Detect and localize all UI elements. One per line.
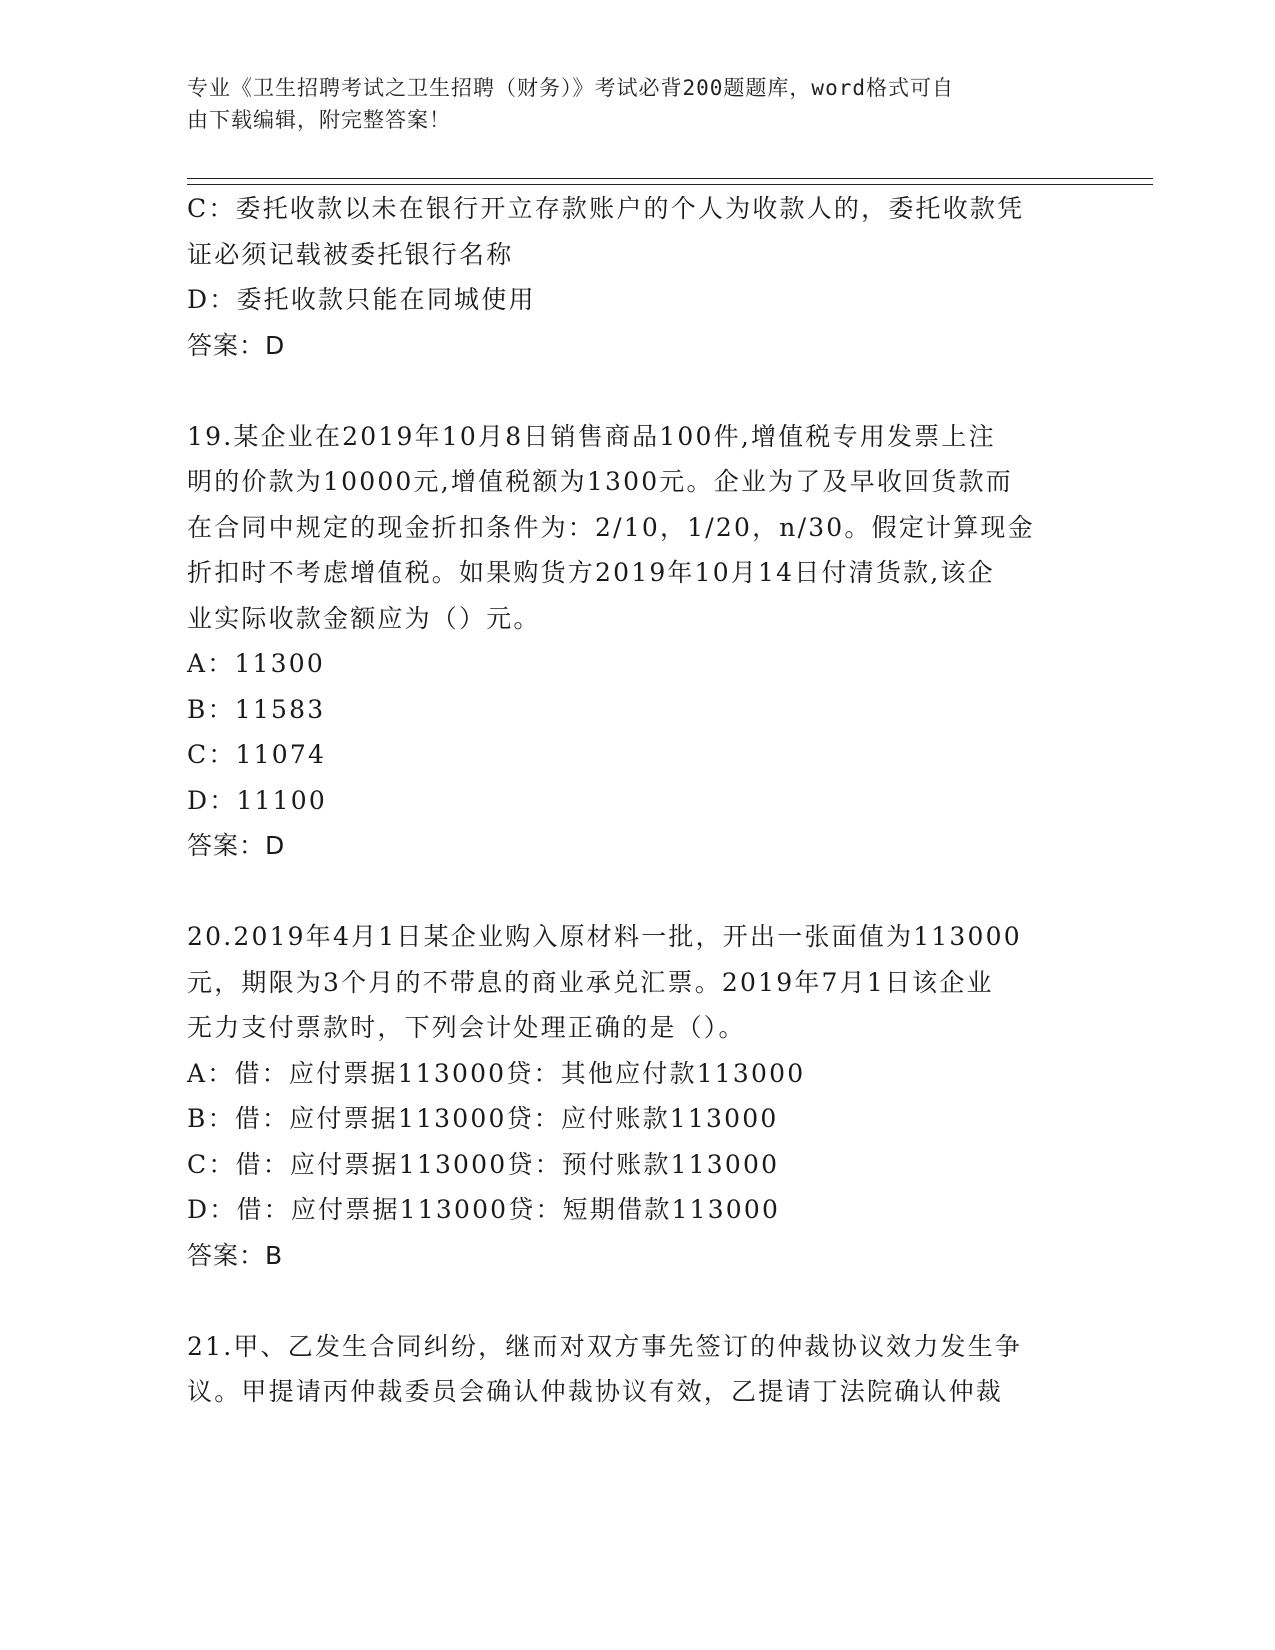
header-line-1: 专业《卫生招聘考试之卫生招聘（财务）》考试必背200题题库，word格式可自 — [187, 76, 954, 100]
q19-stem-line-4: 折扣时不考虑增值税。如果购货方2019年10月14日付清货款,该企 — [187, 558, 995, 587]
q19-stem-line-5: 业实际收款金额应为（）元。 — [187, 603, 541, 633]
document-header — [187, 72, 1087, 136]
q19-option-b: B：11583 — [187, 694, 326, 724]
q18-answer: 答案：D — [187, 330, 286, 360]
header-divider — [187, 178, 1153, 185]
q18-option-c-line-2: 证必须记载被委托银行名称 — [187, 239, 514, 269]
q20-option-c: C：借：应付票据113000贷：预付账款113000 — [187, 1149, 780, 1179]
q19-stem-line-3: 在合同中规定的现金折扣条件为：2/10，1/20，n/30。假定计算现金 — [187, 512, 1035, 542]
q21-stem-line-1: 21.甲、乙发生合同纠纷，继而对双方事先签订的仲裁协议效力发生争 — [187, 1331, 1023, 1361]
q21-stem-line-2: 议。甲提请丙仲裁委员会确认仲裁协议有效，乙提请丁法院确认仲裁 — [187, 1377, 1004, 1406]
q19-stem-line-2: 明的价款为10000元,增值税额为1300元。企业为了及早收回货款而 — [187, 467, 1013, 496]
q20-answer: 答案：B — [187, 1240, 284, 1270]
question-20 — [187, 914, 1107, 1278]
q20-stem-line-2: 元，期限为3个月的不带息的商业承兑汇票。2019年7月1日该企业 — [187, 967, 994, 997]
question-19 — [187, 414, 1107, 869]
q19-option-c: C：11074 — [187, 740, 327, 769]
spacer — [187, 869, 1107, 915]
q20-stem-line-1: 20.2019年4月1日某企业购入原材料一批，开出一张面值为113000 — [187, 922, 1022, 951]
spacer — [187, 368, 1107, 414]
q18-option-c-line-1: C：委托收款以未在银行开立存款账户的个人为收款人的，委托收款凭 — [187, 194, 1025, 223]
q20-option-b: B：借：应付票据113000贷：应付账款113000 — [187, 1104, 779, 1133]
q18-option-d: D：委托收款只能在同城使用 — [187, 285, 536, 314]
question-18-continued — [187, 186, 1107, 368]
q19-option-d: D：11100 — [187, 785, 327, 815]
q19-option-a: A：11300 — [187, 649, 325, 678]
q20-option-a: A：借：应付票据113000贷：其他应付款113000 — [187, 1058, 806, 1088]
question-21 — [187, 1324, 1107, 1415]
q19-answer: 答案：D — [187, 831, 286, 860]
q20-stem-line-3: 无力支付票款时，下列会计处理正确的是（）。 — [187, 1013, 746, 1042]
spacer — [187, 1278, 1107, 1324]
q19-stem-line-1: 19.某企业在2019年10月8日销售商品100件,增值税专用发票上注 — [187, 421, 996, 451]
q20-option-d: D：借：应付票据113000贷：短期借款113000 — [187, 1195, 781, 1224]
header-line-2: 由下载编辑，附完整答案！ — [187, 108, 451, 132]
question-content — [187, 186, 1107, 1415]
